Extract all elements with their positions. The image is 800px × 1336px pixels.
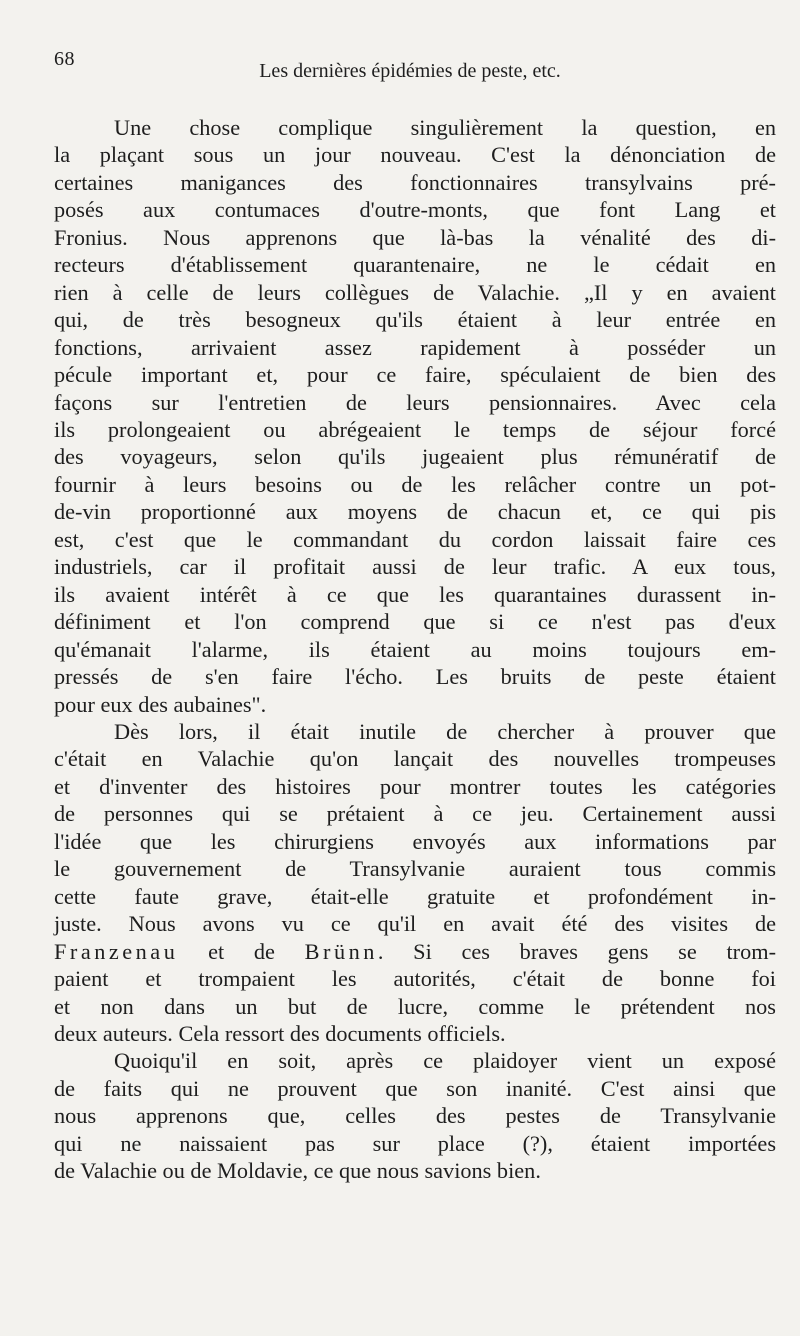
text-line: Dès lors, il était inutile de chercher à prouver que (114, 718, 776, 744)
text-line: pécule important et, pour ce faire, spéculaient de bien des (54, 362, 776, 388)
text-line: cette faute grave, était-elle gratuite et profondément in- (54, 883, 776, 909)
text-line: qui, de très besogneux qu'ils étaient à leur entrée en (54, 307, 776, 333)
paragraph-1 (54, 114, 776, 718)
text-line: recteurs d'établissement quarantenaire, ne le cédait en (54, 252, 776, 278)
text-line: la plaçant sous un jour nouveau. C'est la dénonciation de (54, 142, 776, 168)
text-line: posés aux contumaces d'outre-monts, que font Lang et (54, 197, 776, 223)
text-line: industriels, car il profitait aussi de leur trafic. A eux tous, (54, 554, 776, 580)
text-line: ils prolongeaient ou abrégeaient le temps de séjour forcé (54, 416, 776, 442)
text-line: nous apprenons que, celles des pestes de Transylvanie (54, 1103, 776, 1129)
text-line: ils avaient intérêt à ce que les quarantaines durassent in- (54, 581, 776, 607)
text-line: le gouvernement de Transylvanie auraient tous commis (54, 856, 776, 882)
text-line: c'était en Valachie qu'on lançait des nouvelles trompeuses (54, 746, 776, 772)
page-number: 68 (54, 48, 75, 70)
text-line: fournir à leurs besoins ou de les relâcher contre un pot- (54, 471, 776, 497)
text-line: des voyageurs, selon qu'ils jugeaient plus rémunératif de (54, 444, 776, 470)
text-line: est, c'est que le commandant du cordon laissait faire ces (54, 526, 776, 552)
paragraph-3 (54, 1047, 776, 1184)
text-line: deux auteurs. Cela ressort des documents officiels. (54, 1020, 506, 1046)
text-line: paient et trompaient les autorités, c'était de bonne foi (54, 966, 776, 992)
body-text (54, 114, 776, 1185)
text-line: Franzenau et de Brünn. Si ces braves gens se trom- (54, 938, 776, 964)
text-line: de-vin proportionné aux moyens de chacun et, ce qui pis (54, 499, 776, 525)
text-line: qu'émanait l'alarme, ils étaient au moins toujours em- (54, 636, 776, 662)
text-line: Une chose complique singulièrement la question, en (114, 115, 776, 140)
text-line: fonctions, arrivaient assez rapidement à posséder un (54, 334, 776, 360)
text-line: Quoiqu'il en soit, après ce plaidoyer vient un exposé (114, 1048, 776, 1074)
text-line: façons sur l'entretien de leurs pensionnaires. Avec cela (54, 389, 776, 415)
text-line: qui ne naissaient pas sur place (?), étaient importées (54, 1130, 776, 1156)
text-line: définiment et l'on comprend que si ce n'est pas d'eux (54, 609, 776, 635)
text-line: pressés de s'en faire l'écho. Les bruits de peste étaient (54, 664, 776, 690)
text-line: rien à celle de leurs collègues de Valachie. „Il y en avaient (54, 279, 776, 305)
text-line: de faits qui ne prouvent que son inanité. C'est ainsi que (54, 1075, 776, 1101)
text-line: de personnes qui se prétaient à ce jeu. Certainement aussi (54, 801, 776, 827)
text-line: de Valachie ou de Moldavie, ce que nous savions bien. (54, 1158, 541, 1184)
running-head: Les dernières épidémies de peste, etc. (259, 60, 561, 82)
paragraph-2 (54, 718, 776, 1047)
text-line: et non dans un but de lucre, comme le prétendent nos (54, 993, 776, 1019)
text-line: pour eux des aubaines". (54, 691, 267, 717)
text-line: Fronius. Nous apprenons que là-bas la vénalité des di- (54, 224, 776, 250)
text-line: l'idée que les chirurgiens envoyés aux informations par (54, 828, 776, 854)
text-line: certaines manigances des fonctionnaires transylvains pré- (54, 169, 776, 195)
text-line: et d'inventer des histoires pour montrer toutes les catégories (54, 773, 776, 799)
text-line: juste. Nous avons vu ce qu'il en avait été des visites de (54, 911, 776, 937)
